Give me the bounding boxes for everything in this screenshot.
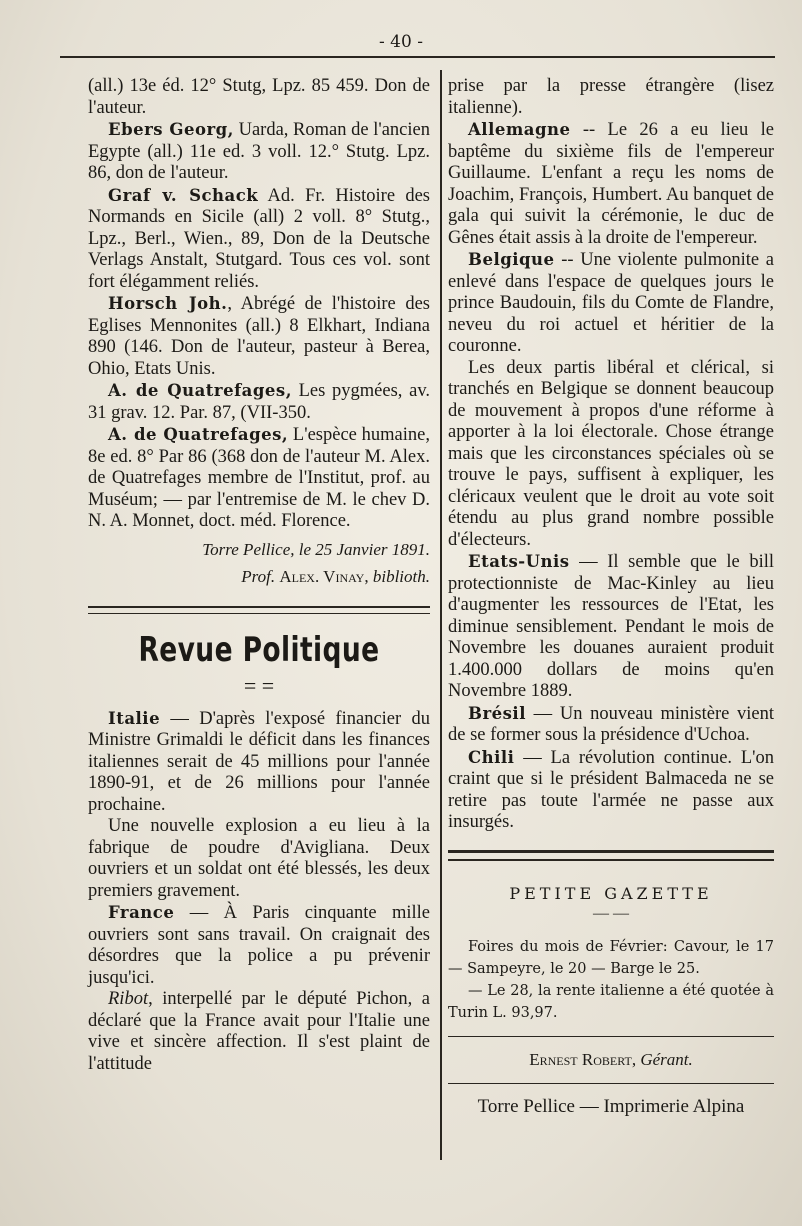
gazette-title: PETITE GAZETTE: [509, 883, 713, 903]
country-label: France: [108, 903, 175, 922]
news-text: -- Une violente pulmonite a enlevé dans l'espace de quelques jours le prince Baudouin, fils du Comte de Flandre, neveu du roi actuel et héritier de la couronne.: [448, 250, 774, 356]
entry-author: A. de Quatrefages,: [108, 381, 292, 400]
right-column: [448, 76, 774, 1117]
printer-line: Torre Pellice — Imprimerie Alpina: [477, 1095, 745, 1117]
top-rule: [60, 56, 775, 58]
entry-text: Uarda, Roman de l'ancien Egypte (all.) 11e ed. 3 voll. 12.° Stutg. Lpz. 86, don de l'auteur.: [88, 120, 430, 183]
book-entry: [88, 185, 430, 294]
news-text: — À Paris cinquante mille ouvriers sont sans travail. On craignait des désordres que la police a pu prévenir jusqu'ici.: [88, 903, 430, 988]
printer-rule: [448, 1083, 774, 1084]
news-text: — Un nouveau ministère vient de se former sous la présidence d'Uchoa.: [448, 703, 774, 745]
section-title: Revue Politique: [138, 629, 380, 670]
entry-author: A. de Quatrefages,: [108, 425, 289, 444]
country-label: Brésil: [468, 703, 526, 723]
signature-prefix: Prof.: [241, 567, 276, 586]
person-name: Ribot: [108, 989, 149, 1009]
gerant-line: [448, 1049, 774, 1071]
news-text: — D'après l'exposé financier du Ministre Grimaldi le déficit dans les finances italiennes serait de 45 millions pour l'année 1890-91, et de 26 millions pour l'année prochaine.: [88, 708, 430, 815]
section-ornament: = =: [243, 672, 275, 698]
gerant-rule: [448, 1036, 774, 1037]
news-text: -- Le 26 a eu lieu le baptême du sixième fils de l'empereur Guillaume. L'enfant a reçu les noms de Joachim, François, Humbert. Au banquet de gala qui suivit la cérémonie, le duc de Gênes était assis à la droite de l'empereur.: [448, 120, 774, 248]
column-divider: [440, 70, 442, 1160]
country-label: Allemagne: [468, 120, 571, 139]
news-text: — La révolution continue. L'on craint que si le président Balmaceda ne se retire pas toute l'armée ne passe aux insurgés.: [448, 747, 774, 832]
signature: [88, 566, 430, 588]
news-item-etats-unis: [448, 551, 774, 703]
news-paragraph: Les deux partis libéral et clérical, si tranchés en Belgique se donnent beaucoup de mouvement à propos d'une réforme à apporter à la loi électorale. Chose étrange mais que les circonstances spéciales où se trouve le pays, suffisent à expliquer, les cléricaux veulent que le droit au vote soit étendu au plus grand nombre possible d'électeurs.: [448, 357, 774, 550]
entry-text: Les pygmées, av. 31 grav. 12. Par. 87, (VII-350.: [88, 381, 430, 423]
news-item-france: [88, 902, 430, 989]
section-rule: [88, 606, 430, 614]
book-entry: [88, 293, 430, 380]
news-text: — Il semble que le bill protectionniste de Mac-Kinley au lieu d'augmenter les ressources de l'Etat, les diminue sensiblement. Pendant le mois de Novembre les douanes auraient produit 1.400.000 dollars de moins qu'en Novembre 1889.: [448, 552, 774, 701]
gerant-name: Ernest Robert,: [529, 1050, 637, 1069]
gazette-ornament: — —: [593, 905, 629, 922]
news-paragraph: Une nouvelle explosion a eu lieu à la fabrique de poudre d'Avigliana. Deux ouvriers et un soldat ont été blessés, les deux premiers gravement.: [88, 816, 430, 901]
news-item-italie: [88, 708, 430, 817]
gazette-item: Foires du mois de Février: Cavour, le 17 — Sampeyre, le 20 — Barge le 25.: [448, 939, 774, 977]
entry-author: Graf v. Schack: [108, 185, 259, 205]
book-entry: (all.) 13e éd. 12° Stutg, Lpz. 85 459. Don de l'auteur.: [88, 76, 430, 118]
book-entry: [88, 119, 430, 185]
news-paragraph: [88, 989, 430, 1075]
news-item-chili: [448, 747, 774, 834]
gazette-rule: [448, 850, 774, 861]
news-text: , interpellé par le député Pichon, a déclaré que la France avait pour l'Italie une vive et sincère affection. Il s'est plaint de l'attitude: [88, 989, 430, 1074]
entry-author: Horsch Joh.: [108, 294, 228, 313]
news-item-allemagne: [448, 119, 774, 249]
gazette-item: — Le 28, la rente italienne a été quotée à Turin L. 93,97.: [448, 983, 774, 1021]
country-label: Chili: [468, 747, 515, 767]
entry-text: Ad. Fr. Histoire des Normands en Sicile (all) 2 voll. 8° Stutg., Lpz., Berl., Wien., 89, Don de la Deutsche Verlags Anstalt, Stutgard. Tous ces vol. sont fort élégamment reliés.: [88, 185, 430, 292]
news-paragraph: prise par la presse étrangère (lisez italienne).: [448, 76, 774, 118]
book-entry: [88, 380, 430, 424]
news-item-belgique: [448, 249, 774, 358]
entry-text: , Abrégé de l'histoire des Eglises Mennonites (all.) 8 Elkhart, Indiana 890 (146. Don de l'auteur, pasteur à Berea, Ohio, Etats Unis.: [88, 294, 430, 379]
country-label: Italie: [108, 708, 161, 728]
book-entry: [88, 424, 430, 533]
signature-name: Alex. Vinay,: [279, 567, 369, 586]
page-number: - 40 -: [379, 32, 423, 52]
gerant-role: Gérant.: [640, 1050, 693, 1069]
entry-author: Ebers Georg,: [108, 120, 234, 139]
left-column: [88, 76, 430, 1075]
news-item-bresil: [448, 703, 774, 747]
country-label: Belgique: [468, 250, 555, 269]
entry-text: L'espèce humaine, 8e ed. 8° Par 86 (368 don de l'auteur M. Alex. de Quatrefages membre de l'Institut, prof. au Muséum; — par l'entremise de M. le chev D. N. A. Monnet, doct. méd. Florence.: [88, 425, 430, 531]
country-label: Etats-Unis: [468, 552, 570, 571]
date-line: Torre Pellice, le 25 Janvier 1891.: [202, 539, 430, 559]
signature-role: biblioth.: [372, 567, 430, 586]
